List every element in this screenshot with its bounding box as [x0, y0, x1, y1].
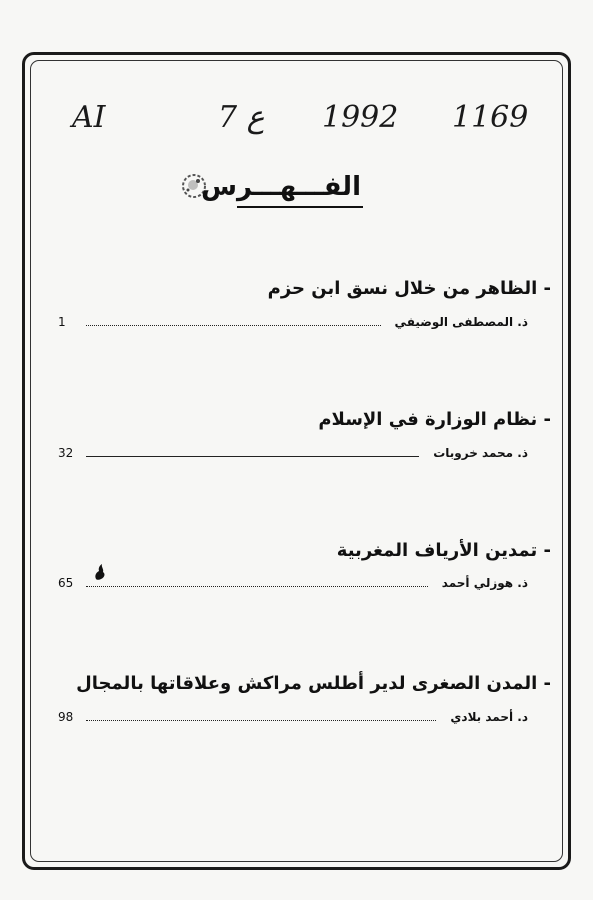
entry-title-1: - الظاهر من خلال نسق ابن حزم [267, 278, 551, 299]
line-leader [86, 456, 419, 457]
entry-page-3: 65 [58, 576, 74, 590]
dot-leader [86, 325, 381, 326]
toc-row-3[interactable] [58, 572, 528, 594]
entry-title-4: - المدن الصغرى لدير أطلس مراكش وعلاقاتها بالمجال [76, 673, 551, 694]
toc-row-2[interactable] [58, 442, 528, 464]
entry-author-1: ذ. المصطفى الوضيفي [394, 315, 528, 329]
entry-title-2: - نظام الوزارة في الإسلام [318, 409, 551, 430]
entry-author-4: د. أحمد بلادي [450, 710, 528, 724]
ink-blot-icon [93, 563, 107, 581]
title-underline [237, 206, 363, 208]
index-title: الفـــهـــرس [201, 172, 361, 202]
dot-leader [86, 720, 436, 721]
entry-page-4: 98 [58, 710, 74, 724]
toc-row-4[interactable] [58, 706, 528, 728]
entry-page-1: 1 [58, 315, 66, 329]
entry-page-2: 32 [58, 446, 74, 460]
toc-row-1[interactable] [58, 311, 528, 333]
handwritten-date: 7 ع [218, 100, 265, 135]
handwritten-annotation [0, 100, 593, 150]
entry-author-3: ذ. هوزلي أحمد [441, 576, 528, 590]
dot-leader [86, 586, 428, 587]
entry-author-2: ذ. محمد خروبات [433, 446, 528, 460]
handwritten-left: AI [72, 100, 106, 135]
handwritten-year: 1992 [322, 100, 399, 135]
entry-title-3: - تمدين الأرياف المغربية [336, 540, 551, 561]
handwritten-ref: 1169 [452, 100, 529, 135]
